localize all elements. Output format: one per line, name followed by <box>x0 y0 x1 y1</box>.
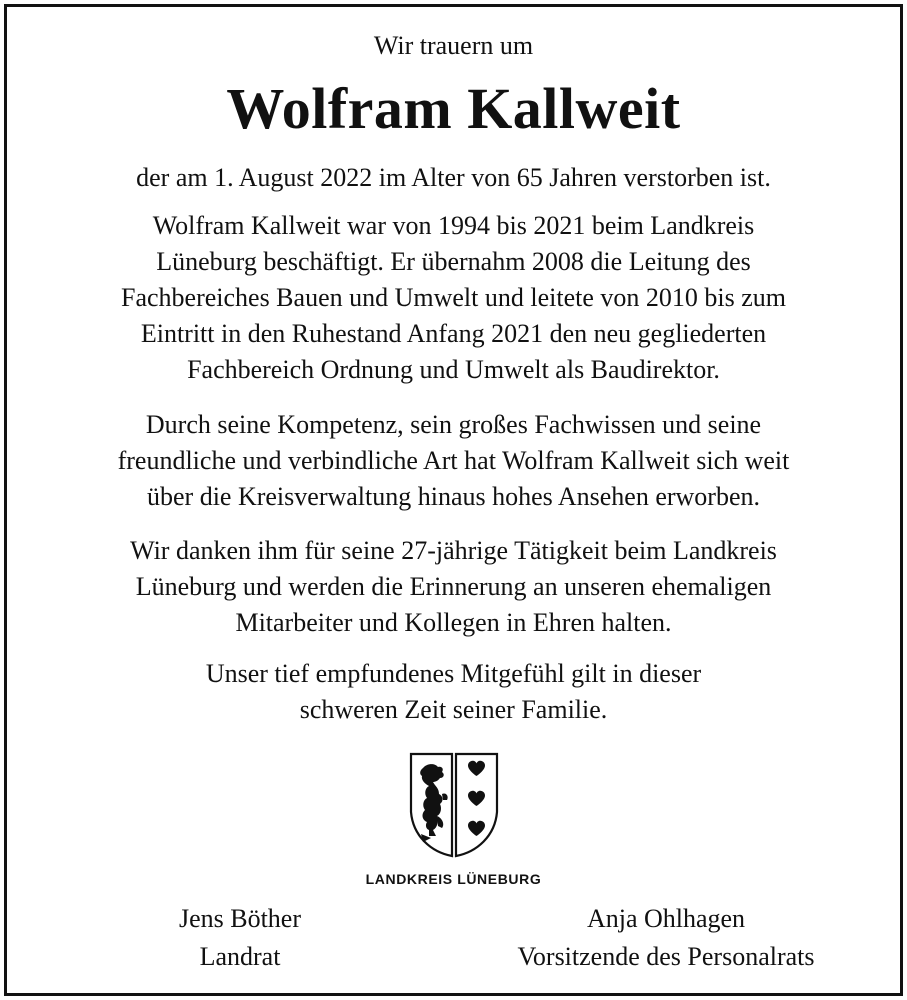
crest-caption: LANDKREIS LÜNEBURG <box>365 871 542 887</box>
coat-of-arms-icon <box>409 752 499 860</box>
signatory-title: Landrat <box>199 942 281 971</box>
career-paragraph: Wolfram Kallweit war von 1994 bis 2021 beim Landkreis Lüneburg beschäftigt. Er übernahm 2008 die Leitung des Fachbereiches Bauen und Umwelt und leitete von 2010 bis zum Eintritt in den Ruhestand Anfang 2021 den neu gegliederten Fachbereich Ordnung und Umwelt als Baudirektor. <box>120 211 786 384</box>
death-date-paragraph: der am 1. August 2022 im Alter von 65 Jahren verstorben ist. <box>136 163 771 192</box>
signatory-title: Vorsitzende des Personalrats <box>517 942 815 971</box>
tribute-paragraph: Durch seine Kompetenz, sein großes Fachwissen und seine freundliche und verbindliche Art hat Wolfram Kallweit sich weit über die Kreisverwaltung hinaus hohes Ansehen erworben. <box>117 410 790 511</box>
signature-right <box>466 900 866 976</box>
intro-line: Wir trauern um <box>373 31 534 60</box>
signatory-name: Anja Ohlhagen <box>586 904 746 933</box>
signature-left <box>110 900 370 976</box>
condolence-paragraph: Unser tief empfundenes Mitgefühl gilt in dieser schweren Zeit seiner Familie. <box>205 659 702 724</box>
signatory-name: Jens Böther <box>178 904 302 933</box>
thanks-paragraph: Wir danken ihm für seine 27-jährige Tätigkeit beim Landkreis Lüneburg und werden die Erinnerung an unseren ehemaligen Mitarbeiter und Kollegen in Ehren halten. <box>130 536 777 637</box>
deceased-name: Wolfram Kallweit <box>226 76 681 141</box>
